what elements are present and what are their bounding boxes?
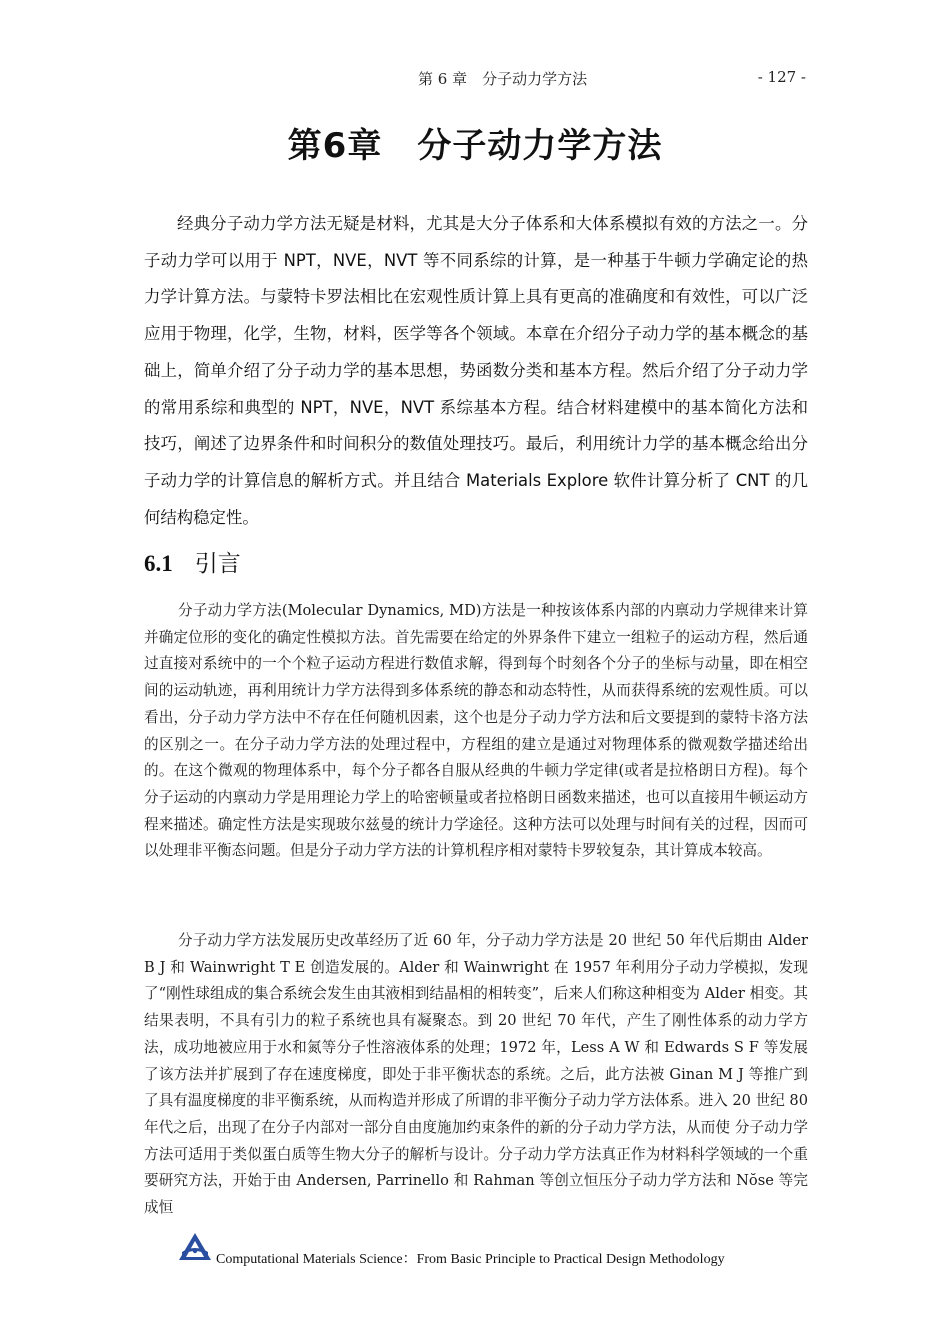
- running-header: [0, 68, 950, 92]
- section-title: 引言: [194, 551, 241, 577]
- book-series-logo-icon: [178, 1232, 212, 1262]
- body-paragraph: 分子动力学方法发展历史改革经历了近 60 年，分子动力学方法是 20 世纪 50 年代后期由 Alder B J 和 Wainwright T E 创造发展的。Alder 和 Wainwright 在 1957 年利用分子动力学模拟，发现了“刚性球组成的集合系统会发生由其液相到结晶相的相转变”，后来人们称这种相变为 Alder 相变。其结果表明，不具有引力的粒子系统也具有凝聚态。到 20 世纪 70 年代，产生了刚性体系的动力学方法，成功地被应用于水和氮等分子性溶液体系的处理；1972 年，Less A W 和 Edwards S F 等发展了该方法并扩展到了存在速度梯度，即处于非平衡状态的系统。之后，此方法被 Ginan M J 等推广到了具有温度梯度的非平衡系统，从而构造并形成了所谓的非平衡分子动力学方法体系。进入 20 世纪 80 年代之后，出现了在分子内部对一部分自由度施加约束条件的新的分子动力学方法，从而使 分子动力学方法可适用于类似蛋白质等生物大分子的解析与设计。分子动力学方法真正作为材料科学领域的一个重要研究方法，开始于由 Andersen, Parrinello 和 Rahman 等创立恒压分子动力学方法和 Nŏse 等完成恒: [144, 932, 808, 1217]
- footer-book-title: Computational Materials Science：From Basic Principle to Practical Design Methodology: [216, 1252, 725, 1267]
- section-heading: [144, 545, 241, 578]
- chapter-title: 第6章 分子动力学方法: [287, 126, 663, 166]
- section-number: 6.1: [144, 551, 173, 576]
- chapter-abstract: 经典分子动力学方法无疑是材料，尤其是大分子体系和大体系模拟有效的方法之一。分子动力学可以用于 NPT，NVE，NVT 等不同系综的计算，是一种基于牛顿力学确定论的热力学计算方法。与蒙特卡罗法相比在宏观性质计算上具有更高的准确度和有效性，可以广泛应用于物理，化学，生物，材料，医学等各个领域。本章在介绍分子动力学的基本概念的基础上，简单介绍了分子动力学的基本思想，势函数分类和基本方程。然后介绍了分子动力学的常用系综和典型的 NPT，NVE，NVT 系综基本方程。结合材料建模中的基本简化方法和技巧，阐述了边界条件和时间积分的数值处理技巧。最后，利用统计力学的基本概念给出分子动力学的计算信息的解析方式。并且结合 Materials Explore 软件计算分析了 CNT 的几何结构稳定性。: [144, 214, 808, 527]
- running-header-title: 第 6 章 分子动力学方法: [418, 70, 588, 88]
- body-paragraph: 分子动力学方法(Molecular Dynamics, MD)方法是一种按该体系内部的内禀动力学规律来计算并确定位形的变化的确定性模拟方法。首先需要在给定的外界条件下建立一组粒子的运动方程，然后通过直接对系统中的一个个粒子运动方程进行数值求解，得到每个时刻各个分子的坐标与动量，即在相空间的运动轨迹，再利用统计力学方法得到多体系统的静态和动态特性，从而获得系统的宏观性质。可以看出，分子动力学方法中不存在任何随机因素，这个也是分子动力学方法和后文要提到的蒙特卡洛方法的区别之一。在分子动力学方法的处理过程中，方程组的建立是通过对物理体系的微观数学描述给出的。在这个微观的物理体系中，每个分子都各自服从经典的牛顿力学定律(或者是拉格朗日方程)。每个分子运动的内禀动力学是用理论力学上的哈密顿量或者拉格朗日函数来描述，也可以直接用牛顿运动方程来描述。确定性方法是实现玻尔兹曼的统计力学途径。这种方法可以处理与时间有关的过程，因而可以处理非平衡态问题。但是分子动力学方法的计算机程序相对蒙特卡罗较复杂，其计算成本较高。: [144, 602, 808, 860]
- page-footer: [178, 1232, 818, 1268]
- page-number: - 127 -: [757, 68, 806, 86]
